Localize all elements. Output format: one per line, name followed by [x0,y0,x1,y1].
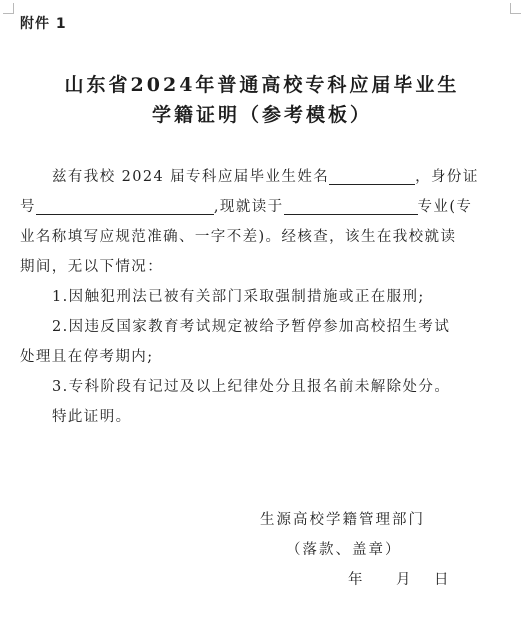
body-text-major-label: 专业(专 [417,199,473,215]
date-year-label: 年 [348,572,365,588]
page-corner-mark-top-left [3,3,14,14]
body-line-1 [52,162,479,192]
condition-item-1: 1.因触犯刑法已被有关部门采取强制措施或正在服刑; [52,289,425,305]
document-title-line-1: 山东省2024年普通高校专科应届毕业生 [64,74,460,96]
body-text-number-label: 号 [20,199,36,215]
condition-item-2-line-1: 2.因违反国家教育考试规定被给予暂停参加高校招生考试 [52,319,451,335]
condition-item-3: 3.专科阶段有记过及以上纪律处分且报名前未解除处分。 [52,379,451,395]
date-day-label: 日 [434,572,451,588]
attachment-label: 附件 1 [20,16,67,32]
signing-department: 生源高校学籍管理部门 [260,512,425,528]
body-text-studying-at: ,现就读于 [213,199,284,215]
body-line-3: 业名称填写应规范准确、一字不差)。经核查，该生在我校就读 [20,229,457,245]
closing-statement: 特此证明。 [52,409,132,425]
document-title-line-2: 学籍证明（参考模板） [151,104,372,126]
condition-item-2-line-2: 处理且在停考期内; [20,349,154,365]
body-text-id-label: ，身份证 [415,169,479,185]
id-number-blank[interactable] [36,196,214,215]
name-blank[interactable] [329,166,415,185]
body-line-4: 期间，无以下情况： [20,259,164,275]
date-month-label: 月 [396,572,413,588]
body-line-2 [20,192,472,222]
major-blank[interactable] [284,196,418,215]
body-text-intro: 兹有我校 2024 届专科应届毕业生姓名 [52,169,330,185]
page-corner-mark-top-right [510,3,521,14]
stamp-note: （落款、盖章） [286,542,402,558]
